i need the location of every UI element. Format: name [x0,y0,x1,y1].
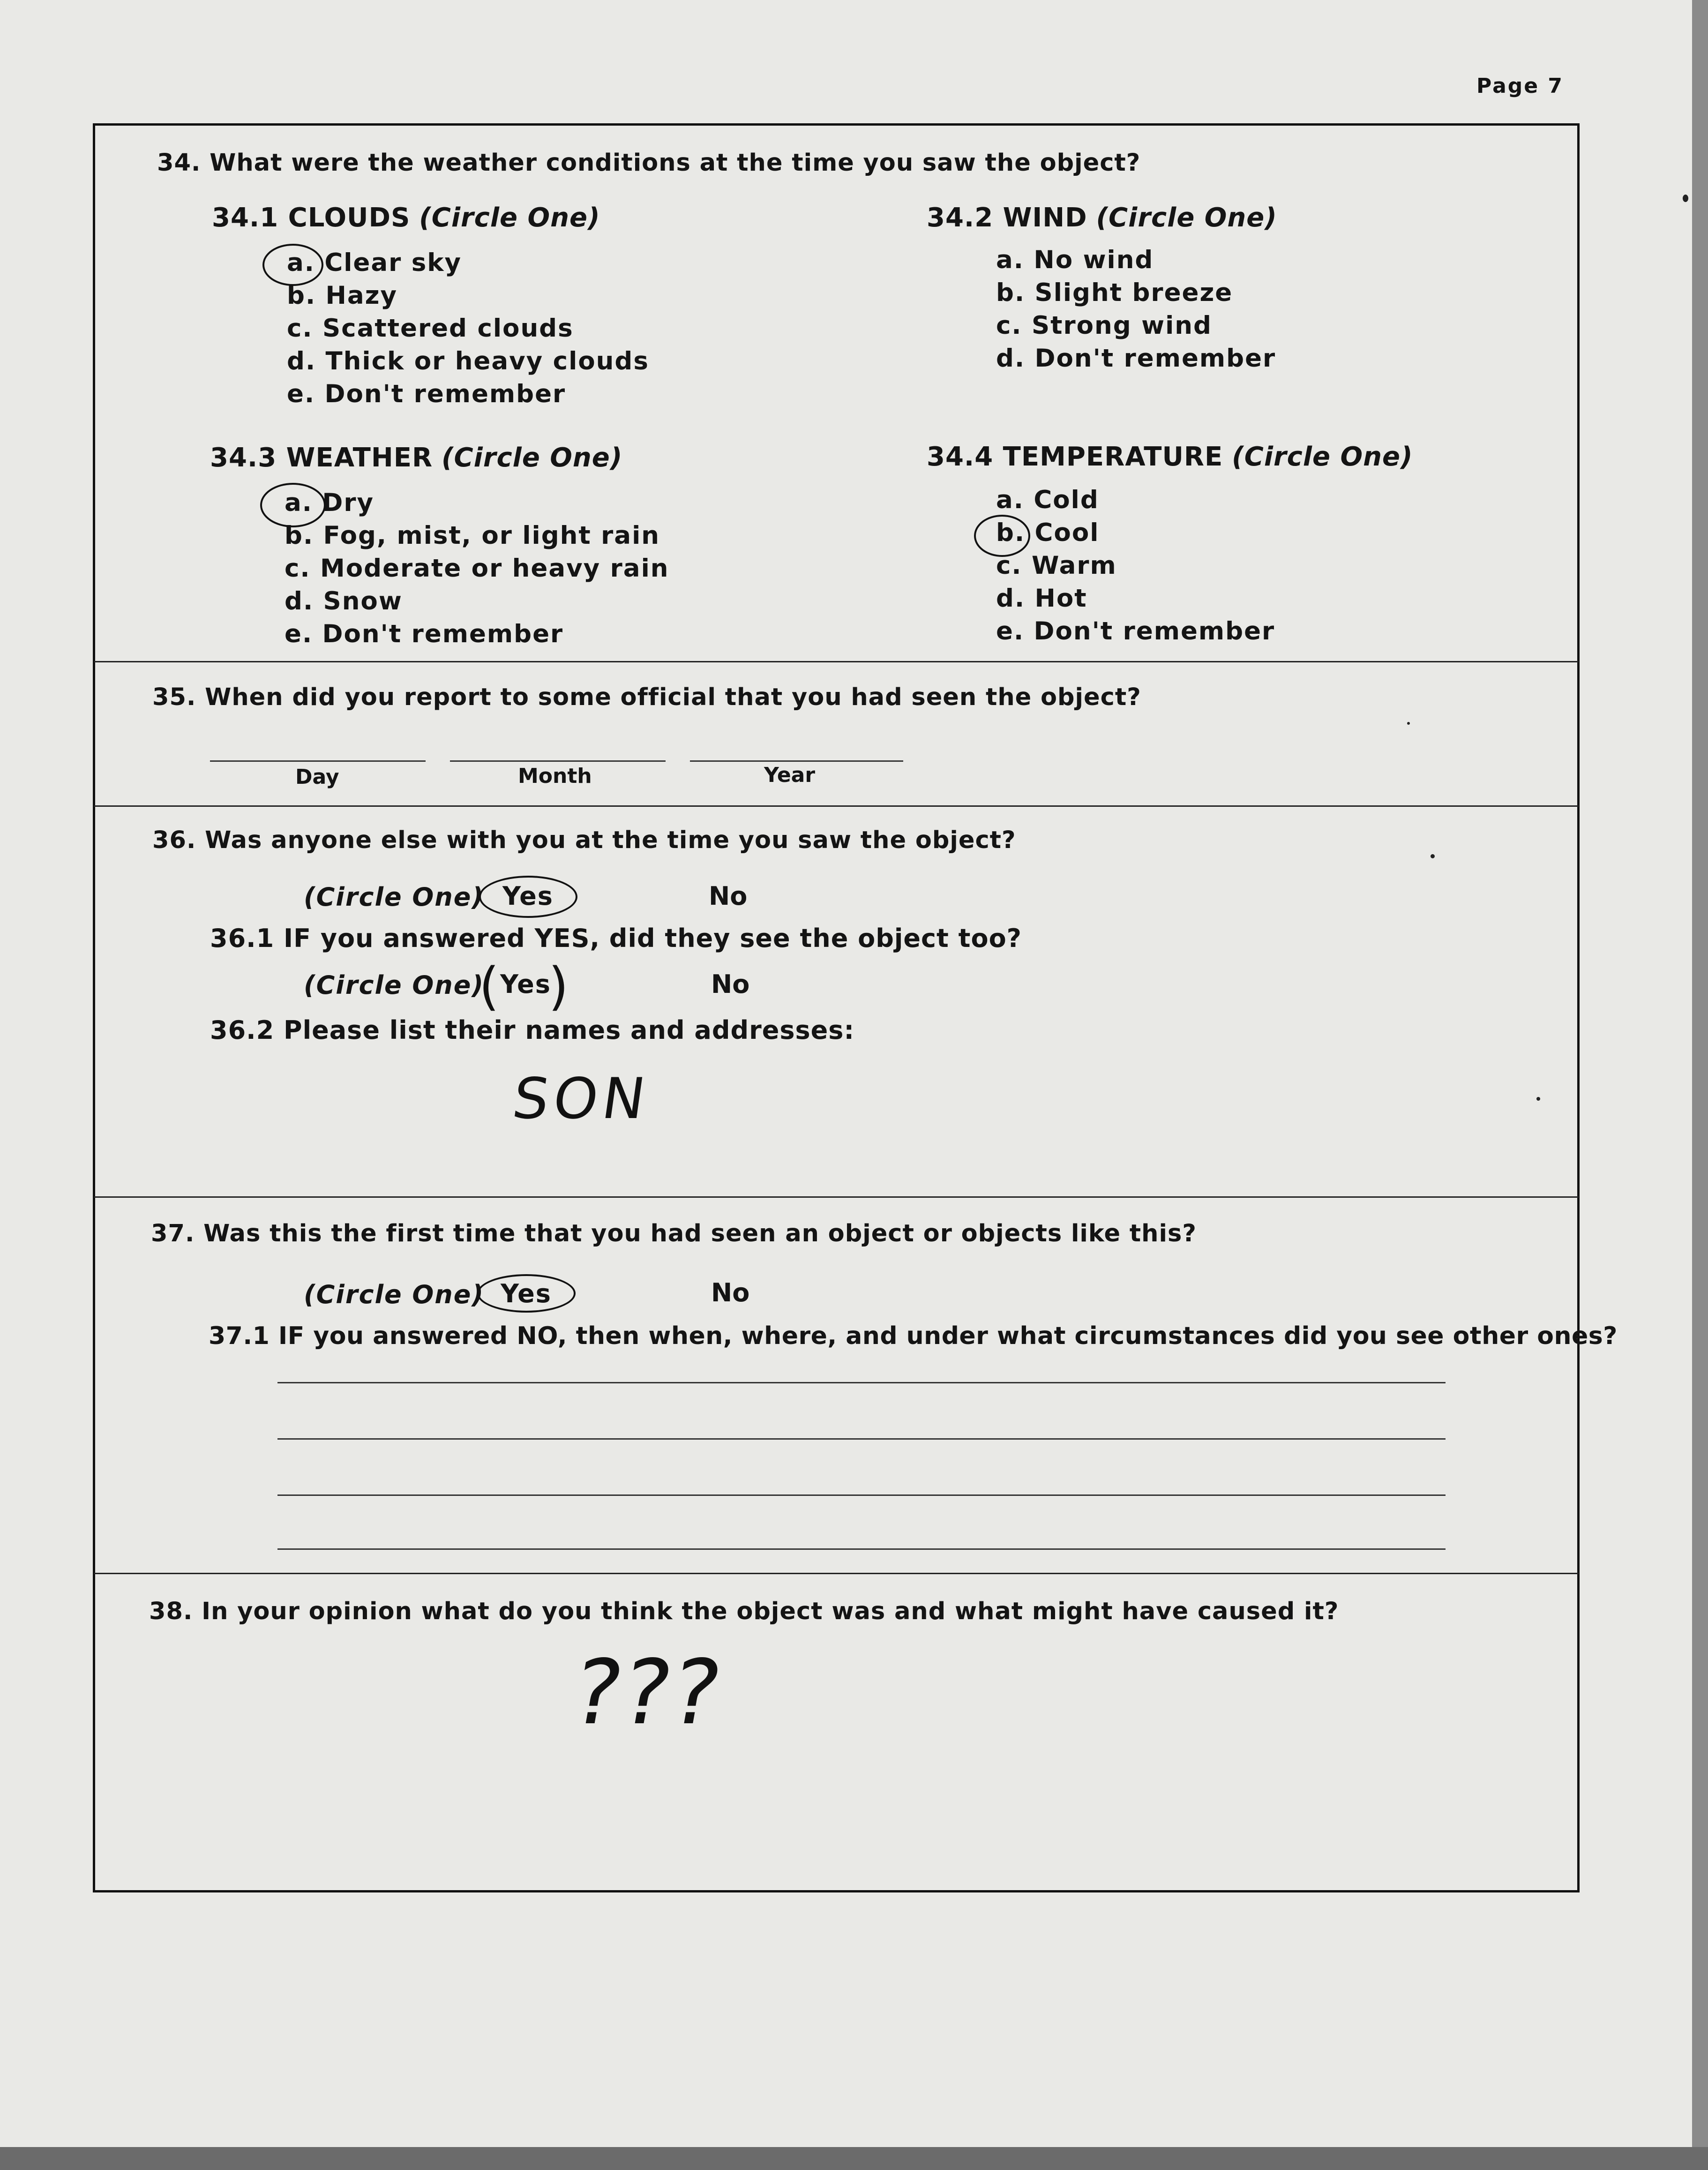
weather-option-b[interactable]: b. Fog, mist, or light rain [285,521,660,550]
clouds-option-d[interactable]: d. Thick or heavy clouds [287,347,649,375]
scan-bottom-band [0,2147,1708,2170]
clouds-heading-label: 34.1 CLOUDS [212,203,411,233]
q37-answer-line-1[interactable] [277,1382,1446,1383]
year-label: Year [764,763,816,787]
q36-1-yes-right-paren: ) [548,956,569,1016]
weather-option-e[interactable]: e. Don't remember [285,620,564,648]
clouds-option-e[interactable]: e. Don't remember [287,380,566,408]
clouds-circle-one: (Circle One) [419,203,600,233]
question-38: 38. In your opinion what do you think the object was and what might have caused it? [149,1598,1339,1625]
q37-no[interactable]: No [711,1278,750,1307]
q38-handwritten-answer: ??? [565,1641,731,1744]
question-37: 37. Was this the first time that you had seen an object or objects like this? [151,1220,1197,1247]
scan-speck [1431,854,1435,858]
question-37-1: 37.1 IF you answered NO, then when, where, and under what circumstances did you see other ones? [209,1322,1618,1350]
temperature-option-e[interactable]: e. Don't remember [996,617,1275,646]
wind-heading [927,203,1277,233]
q36-handwritten-answer: SON [509,1066,654,1132]
q36-circle-one: (Circle One) [304,882,485,912]
temperature-option-a[interactable]: a. Cold [996,486,1099,514]
year-blank[interactable] [690,760,903,762]
q37-circle-one: (Circle One) [304,1280,485,1309]
clouds-option-a[interactable]: a. Clear sky [287,248,462,277]
clouds-option-b[interactable]: b. Hazy [287,281,398,310]
temperature-circle-one: (Circle One) [1232,442,1413,472]
temperature-answer-circle [974,515,1030,557]
temperature-option-c[interactable]: c. Warm [996,551,1117,580]
q37-yes[interactable]: Yes [501,1279,552,1308]
q36-1-yes-left-paren: ( [479,956,499,1016]
question-36: 36. Was anyone else with you at the time you saw the object? [152,826,1016,854]
scan-speck [1407,722,1410,725]
divider-35-36 [94,805,1579,807]
q36-1-circle-one: (Circle One) [304,970,485,1000]
weather-option-c[interactable]: c. Moderate or heavy rain [285,554,669,583]
wind-option-b[interactable]: b. Slight breeze [996,278,1233,307]
wind-option-a[interactable]: a. No wind [996,246,1154,274]
temperature-option-d[interactable]: d. Hot [996,584,1087,613]
month-blank[interactable] [450,760,666,762]
temperature-option-b[interactable]: b. Cool [996,518,1100,547]
scan-speck [1683,195,1688,202]
question-36-2: 36.2 Please list their names and addresses: [210,1015,855,1045]
day-blank[interactable] [210,760,426,762]
q37-answer-line-3[interactable] [277,1494,1446,1496]
weather-option-d[interactable]: d. Snow [285,587,403,616]
q37-answer-line-4[interactable] [277,1548,1446,1550]
page-number: Page 7 [1476,74,1564,98]
divider-36-37 [94,1196,1579,1198]
temperature-heading [927,442,1413,472]
wind-option-c[interactable]: c. Strong wind [996,311,1212,340]
q36-yes[interactable]: Yes [502,881,554,911]
wind-circle-one: (Circle One) [1096,203,1277,233]
question-35: 35. When did you report to some official that you had seen the object? [152,683,1141,711]
divider-37-38 [94,1573,1579,1574]
q36-1-yes[interactable]: Yes [500,969,551,999]
question-34: 34. What were the weather conditions at the time you saw the object? [157,149,1141,177]
month-label: Month [518,764,592,788]
weather-circle-one: (Circle One) [441,443,623,473]
scan-edge-shadow [1692,0,1708,2147]
day-label: Day [295,765,339,789]
wind-option-d[interactable]: d. Don't remember [996,344,1276,373]
weather-option-a[interactable]: a. Dry [285,488,375,517]
weather-heading-label: 34.3 WEATHER [210,443,433,473]
q36-1-no[interactable]: No [711,969,750,999]
clouds-option-c[interactable]: c. Scattered clouds [287,314,574,343]
weather-heading [210,443,622,473]
q36-yes-circle [479,876,577,918]
q37-yes-circle [477,1274,576,1313]
scan-speck [1536,1097,1540,1101]
temperature-heading-label: 34.4 TEMPERATURE [927,442,1223,472]
weather-answer-circle [260,483,326,527]
wind-heading-label: 34.2 WIND [927,203,1087,233]
divider-34-35 [94,661,1579,662]
clouds-answer-circle [262,244,323,286]
q36-no[interactable]: No [709,881,748,911]
clouds-heading [212,203,600,233]
q37-answer-line-2[interactable] [277,1438,1446,1440]
question-36-1: 36.1 IF you answered YES, did they see the object too? [210,924,1022,953]
